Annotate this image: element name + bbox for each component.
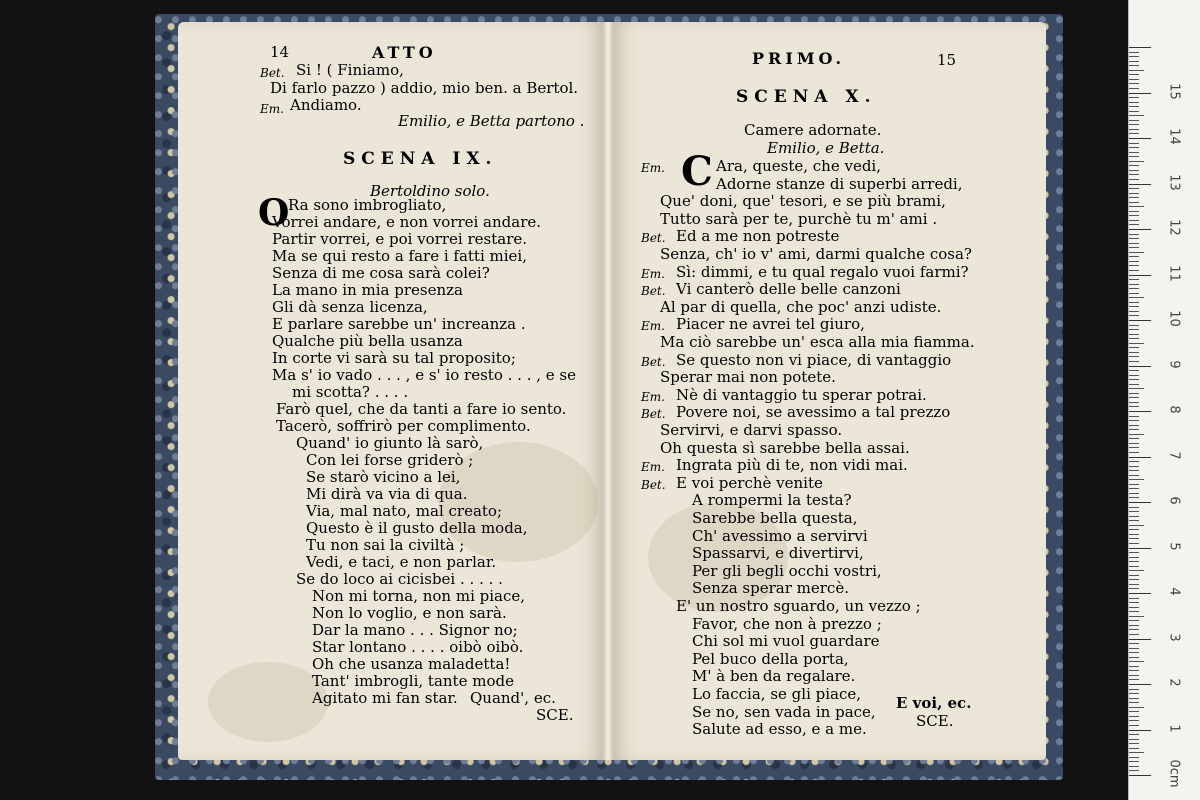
ruler-tick (1129, 143, 1139, 144)
dialogue-line: Tutto sarà per te, purchè tu m' ami . (660, 209, 938, 228)
ruler-label: 9 (1166, 359, 1182, 369)
ruler-tick (1129, 584, 1139, 585)
left-scene-title: SCENA IX. (343, 149, 498, 169)
verse-line: Non lo voglio, e non sarà. (312, 604, 507, 622)
dialogue-line: Si ! ( Finiamo, (296, 61, 404, 79)
ruler-tick (1129, 234, 1139, 235)
dialogue-line: Sì: dimmi, e tu qual regalo vuoi farmi? (676, 262, 969, 281)
dialogue-line: Senza, ch' io v' ami, darmi qualche cosa? (660, 245, 972, 263)
ruler-tick (1129, 502, 1151, 503)
ruler-tick (1129, 165, 1139, 166)
ruler-tick (1129, 561, 1139, 562)
ruler-tick (1129, 629, 1139, 630)
speaker-label: Bet. (641, 231, 666, 246)
ruler-tick (1129, 466, 1139, 467)
verse-line: Se starò vicino a lei, (306, 468, 461, 486)
dialogue-line: Piacer ne avrei tel giuro, (676, 315, 865, 334)
ruler-tick (1129, 607, 1139, 608)
speaker-label: Bet. (641, 354, 666, 369)
ruler-tick (1129, 475, 1139, 476)
dialogue-line: Al par di quella, che poc' anzi udiste. (660, 297, 942, 316)
dialogue-line: Di farlo pazzo ) addio, mio ben. a Bertol. (270, 79, 579, 97)
ruler-tick (1129, 347, 1139, 348)
ruler-tick (1129, 447, 1139, 448)
ruler-tick (1129, 702, 1139, 703)
book-gutter (603, 22, 613, 760)
ruler-tick (1129, 679, 1139, 680)
dialogue-line: A rompermi la testa? (692, 491, 852, 510)
ruler-tick (1129, 197, 1139, 198)
ruler-tick (1129, 643, 1139, 644)
ruler-tick (1129, 666, 1139, 667)
ruler-tick (1129, 161, 1144, 162)
ruler-tick (1129, 611, 1139, 612)
ruler-tick (1129, 520, 1139, 521)
dialogue-line: Ara, queste, che vedi, (716, 157, 881, 175)
ruler-tick (1129, 570, 1144, 571)
ruler-tick (1129, 284, 1139, 285)
ruler-tick (1129, 174, 1139, 175)
ruler-tick (1129, 224, 1139, 225)
ruler-tick (1129, 652, 1139, 653)
ruler-tick (1129, 761, 1139, 762)
verse-line: La mano in mia presenza (272, 281, 463, 299)
ruler-label: 1 (1166, 723, 1182, 733)
ruler-tick (1129, 311, 1139, 312)
ruler-tick (1129, 293, 1139, 294)
dialogue-line: Lo faccia, se gli piace, (692, 685, 862, 703)
ruler-tick (1129, 698, 1139, 699)
dialogue-line: Pel buco della porta, (692, 649, 849, 668)
ruler-tick (1129, 74, 1139, 75)
ruler-label: 12 (1166, 219, 1182, 236)
ruler-tick (1129, 52, 1139, 53)
ruler-label: 15 (1166, 82, 1182, 100)
ruler-tick (1129, 147, 1139, 148)
verse-line: Questo è il gusto della moda, (306, 519, 528, 537)
left-catchword: SCE. (536, 706, 574, 724)
ruler-label: 4 (1166, 587, 1182, 596)
ruler-tick (1129, 352, 1139, 353)
ruler-tick (1129, 261, 1139, 262)
ruler-label: 6 (1166, 496, 1182, 505)
ruler-tick (1129, 206, 1144, 207)
ruler-tick (1129, 716, 1139, 717)
ruler-tick (1129, 743, 1139, 744)
ruler-tick (1129, 229, 1151, 230)
ruler-tick (1129, 115, 1144, 116)
ruler-tick (1129, 202, 1139, 203)
ruler-label: 13 (1166, 173, 1182, 191)
ruler-tick (1129, 748, 1139, 749)
dialogue-line: Senza sperar mercè. (692, 579, 849, 598)
dialogue-line: E voi perchè venite (676, 473, 823, 492)
ruler-tick (1129, 247, 1139, 248)
speaker-label: Em. (641, 389, 665, 404)
speaker-label: Bet. (641, 477, 666, 492)
ruler-tick (1129, 770, 1139, 771)
ruler-tick (1129, 315, 1139, 316)
dialogue-line: Oh questa sì sarebbe bella assai. (660, 438, 910, 457)
ruler-tick (1129, 70, 1144, 71)
ruler-tick (1129, 693, 1139, 694)
ruler-tick (1129, 215, 1139, 216)
ruler-tick (1129, 720, 1139, 721)
dialogue-line: Povere noi, se avessimo a tal prezzo (676, 403, 951, 422)
ruler-tick (1129, 252, 1144, 253)
verse-line: Non mi torna, non mi piace, (312, 587, 526, 605)
ruler-tick (1129, 648, 1139, 649)
ruler-tick (1129, 438, 1139, 439)
ruler-tick (1129, 752, 1144, 753)
ruler-label: 5 (1166, 541, 1182, 551)
ruler-tick (1129, 111, 1139, 112)
ruler-tick (1129, 707, 1144, 708)
ruler-tick (1129, 93, 1151, 94)
verse-line: Mi dirà va via di qua. (306, 485, 468, 503)
dialogue-line: Favor, che non à prezzo ; (692, 614, 882, 633)
ruler-tick (1129, 657, 1139, 658)
ruler-tick (1129, 384, 1139, 385)
ruler-tick (1129, 361, 1139, 362)
ruler-tick (1129, 593, 1151, 594)
left-stage-direction: Bertoldino solo. (370, 182, 490, 200)
ruler-tick (1129, 598, 1139, 599)
ruler-tick (1129, 538, 1139, 539)
ruler-tick (1129, 470, 1139, 471)
dialogue-line: Andiamo. (290, 96, 362, 114)
ruler-label: 10 (1166, 310, 1182, 327)
ruler-tick (1129, 479, 1144, 480)
ruler-tick (1129, 516, 1139, 517)
ruler-tick (1129, 138, 1151, 139)
verse-line: Star lontano . . . . oibò oibò. (312, 638, 524, 656)
ruler-tick (1129, 507, 1139, 508)
ruler-tick (1129, 156, 1139, 157)
right-scene-title: SCENA X. (736, 87, 877, 107)
ruler-tick (1129, 725, 1139, 726)
ruler-tick (1129, 488, 1139, 489)
ruler-tick (1129, 602, 1139, 603)
left-page-number: 14 (270, 43, 290, 61)
speaker-label: Em. (260, 102, 284, 116)
dialogue-line: M' à ben da regalare. (692, 667, 856, 686)
ruler-tick (1129, 689, 1139, 690)
dialogue-line: Sperar mai non potete. (660, 368, 836, 387)
ruler-tick (1129, 684, 1151, 685)
ruler-tick (1129, 370, 1139, 371)
ruler-tick (1129, 579, 1139, 580)
ruler-tick (1129, 265, 1139, 266)
ruler-tick (1129, 220, 1139, 221)
ruler-label: 7 (1166, 450, 1182, 460)
ruler-label: 11 (1166, 264, 1182, 282)
dialogue-line: Ingrata più di te, non vidi mai. (676, 456, 908, 475)
right-closing-cue: E voi, ec. (896, 694, 972, 712)
measuring-ruler (1128, 0, 1200, 800)
ruler-tick (1129, 61, 1139, 62)
ruler-tick (1129, 329, 1139, 330)
verse-line: Ra sono imbrogliato, (288, 196, 447, 214)
ruler-tick (1129, 124, 1139, 125)
verse-line: Con lei forse griderò ; (306, 451, 474, 469)
ruler-tick (1129, 379, 1139, 380)
verse-line: Dar la mano . . . Signor no; (312, 621, 518, 639)
ruler-tick (1129, 434, 1144, 435)
dialogue-line: Chi sol mi vuol guardare (692, 632, 880, 651)
ruler-tick (1129, 129, 1139, 130)
verse-line: In corte vi sarà su tal proposito; (272, 349, 516, 367)
verse-line: mi scotta? . . . . (292, 383, 409, 401)
ruler-tick (1129, 65, 1139, 66)
right-setting: Camere adornate. (744, 121, 882, 139)
verse-line: Qualche più bella usanza (272, 332, 463, 350)
ruler-tick (1129, 102, 1139, 103)
ruler-tick (1129, 238, 1139, 239)
ruler-tick (1129, 529, 1139, 530)
verse-line: Agitato mi fan star. (312, 689, 458, 707)
verse-line: Partir vorrei, e poi vorrei restare. (272, 230, 528, 248)
ruler-tick (1129, 334, 1139, 335)
ruler-tick (1129, 193, 1139, 194)
ruler-tick (1129, 670, 1139, 671)
speaker-label: Bet. (260, 66, 285, 80)
ruler-label: 3 (1166, 632, 1182, 642)
ruler-tick (1129, 302, 1139, 303)
left-closing-cue: Quand', ec. (470, 689, 556, 707)
ruler-tick (1129, 79, 1139, 80)
ruler-tick (1129, 320, 1151, 321)
ruler-tick (1129, 243, 1139, 244)
ruler-tick (1129, 120, 1139, 121)
right-catchword: SCE. (916, 712, 954, 730)
ruler-tick (1129, 338, 1139, 339)
verse-line: Tu non sai la civiltà ; (306, 536, 465, 554)
right-running-head: PRIMO. (752, 49, 846, 68)
speaker-label: Em. (641, 161, 665, 175)
verse-line: Ma s' io vado . . . , e s' io resto . . . , e se (272, 366, 576, 384)
ruler-tick (1129, 97, 1139, 98)
ruler-tick (1129, 557, 1139, 558)
ruler-tick (1129, 661, 1144, 662)
ruler-tick (1129, 184, 1151, 185)
ruler-tick (1129, 497, 1139, 498)
ruler-label: 2 (1166, 678, 1182, 687)
ruler-tick (1129, 525, 1144, 526)
ruler-tick (1129, 411, 1151, 412)
right-drop-cap: C (681, 148, 713, 195)
dialogue-line: Ed a me non potreste (676, 227, 840, 246)
ruler-tick (1129, 356, 1139, 357)
speaker-label: Bet. (641, 407, 666, 422)
ruler-tick (1129, 388, 1144, 389)
ruler-tick (1129, 393, 1139, 394)
verse-line: Senza di me cosa sarà colei? (272, 264, 490, 282)
ruler-tick (1129, 534, 1139, 535)
ruler-tick (1129, 256, 1139, 257)
ruler-tick (1129, 634, 1139, 635)
ruler-tick (1129, 566, 1139, 567)
ruler-tick (1129, 775, 1151, 776)
ruler-tick (1129, 343, 1144, 344)
ruler-tick (1129, 56, 1139, 57)
ruler-tick (1129, 575, 1139, 576)
verse-line: Quand' io giunto là sarò, (296, 434, 484, 452)
dialogue-line: Salute ad esso, e a me. (692, 720, 867, 739)
ruler-tick (1129, 420, 1139, 421)
verse-line: Oh che usanza maladetta! (312, 655, 511, 673)
ruler-tick (1129, 711, 1139, 712)
dialogue-line: Se no, sen vada in pace, (692, 702, 876, 721)
ruler-tick (1129, 170, 1139, 171)
left-running-head: ATTO (372, 43, 437, 62)
dialogue-line: Nè di vantaggio tu sperar potrai. (676, 385, 927, 404)
ruler-tick (1129, 493, 1139, 494)
ruler-tick (1129, 543, 1139, 544)
ruler-tick (1129, 375, 1139, 376)
ruler-tick (1129, 88, 1139, 89)
ruler-tick (1129, 511, 1139, 512)
dialogue-line: Ch' avessimo a servirvi (692, 526, 868, 545)
ruler-tick (1129, 279, 1139, 280)
dialogue-line: E' un nostro sguardo, un vezzo ; (676, 597, 921, 615)
ruler-tick (1129, 152, 1139, 153)
verse-line: Via, mal nato, mal creato; (306, 502, 503, 520)
ruler-tick (1129, 443, 1139, 444)
ruler-tick (1129, 739, 1139, 740)
ruler-tick (1129, 625, 1139, 626)
left-drop-cap: O (258, 192, 290, 234)
ruler-tick (1129, 406, 1139, 407)
ruler-tick (1129, 275, 1151, 276)
ruler-tick (1129, 616, 1144, 617)
verse-line: Vedi, e taci, e non parlar. (306, 553, 497, 571)
ruler-tick (1129, 133, 1139, 134)
speaker-label: Em. (641, 266, 665, 281)
ruler-tick (1129, 297, 1144, 298)
verse-line: Tant' imbrogli, tante mode (312, 672, 514, 690)
dialogue-line: Que' doni, que' tesori, e se più brami, (660, 192, 946, 211)
right-page-number: 15 (937, 51, 957, 69)
ruler-tick (1129, 757, 1139, 758)
ruler-tick (1129, 188, 1139, 189)
ruler-tick (1129, 306, 1139, 307)
verse-line: Tacerò, soffrirò per complimento. (276, 417, 531, 435)
verse-line: Ma se qui resto a fare i fatti miei, (272, 247, 527, 265)
dialogue-line: Vi canterò delle belle canzoni (676, 280, 901, 299)
ruler-tick (1129, 484, 1139, 485)
speaker-label: Em. (641, 460, 665, 475)
right-characters: Emilio, e Betta. (767, 139, 885, 157)
stage-exit: Emilio, e Betta partono . (398, 112, 585, 130)
ruler-label: 14 (1166, 128, 1182, 145)
ruler-tick (1129, 270, 1139, 271)
ruler-tick (1129, 47, 1151, 48)
ruler-tick (1129, 766, 1139, 767)
dialogue-line: Se questo non vi piace, di vantaggio (676, 350, 952, 369)
ruler-tick (1129, 325, 1139, 326)
ruler-tick (1129, 675, 1139, 676)
ruler-tick (1129, 461, 1139, 462)
ruler-tick (1129, 552, 1139, 553)
ruler-tick (1129, 83, 1139, 84)
ruler-label: 0cm (1166, 759, 1182, 788)
verse-line: Se do loco ai cicisbei . . . . . (296, 570, 503, 588)
dialogue-line: Per gli begli occhi vostri, (692, 561, 882, 580)
ruler-label: 8 (1166, 405, 1182, 414)
ruler-tick (1129, 588, 1139, 589)
speaker-label: Bet. (641, 284, 666, 299)
dialogue-line: Ma ciò sarebbe un' esca alla mia fiamma. (660, 333, 975, 351)
dialogue-line: Sarebbe bella questa, (692, 509, 858, 527)
ruler-tick (1129, 429, 1139, 430)
ruler-tick (1129, 548, 1151, 549)
ruler-tick (1129, 734, 1139, 735)
ruler-tick (1129, 457, 1151, 458)
ruler-tick (1129, 397, 1139, 398)
dialogue-line: Spassarvi, e divertirvi, (692, 544, 864, 563)
ruler-tick (1129, 416, 1139, 417)
ruler-tick (1129, 288, 1139, 289)
ruler-tick (1129, 106, 1139, 107)
ruler-tick (1129, 425, 1139, 426)
ruler-tick (1129, 366, 1151, 367)
speaker-label: Em. (641, 319, 665, 334)
verse-line: Gli dà senza licenza, (272, 298, 428, 316)
ruler-tick (1129, 452, 1139, 453)
ruler-tick (1129, 402, 1139, 403)
ruler-tick (1129, 639, 1151, 640)
verse-line: Farò quel, che da tanti a fare io sento. (276, 400, 567, 418)
ruler-tick (1129, 179, 1139, 180)
ruler-tick (1129, 730, 1151, 731)
ruler-tick (1129, 211, 1139, 212)
dialogue-line: Servirvi, e darvi spasso. (660, 421, 843, 439)
dialogue-line: Adorne stanze di superbi arredi, (716, 174, 963, 193)
verse-line: Vorrei andare, e non vorrei andare. (272, 213, 542, 231)
verse-line: E parlare sarebbe un' increanza . (272, 315, 526, 333)
ruler-tick (1129, 620, 1139, 621)
